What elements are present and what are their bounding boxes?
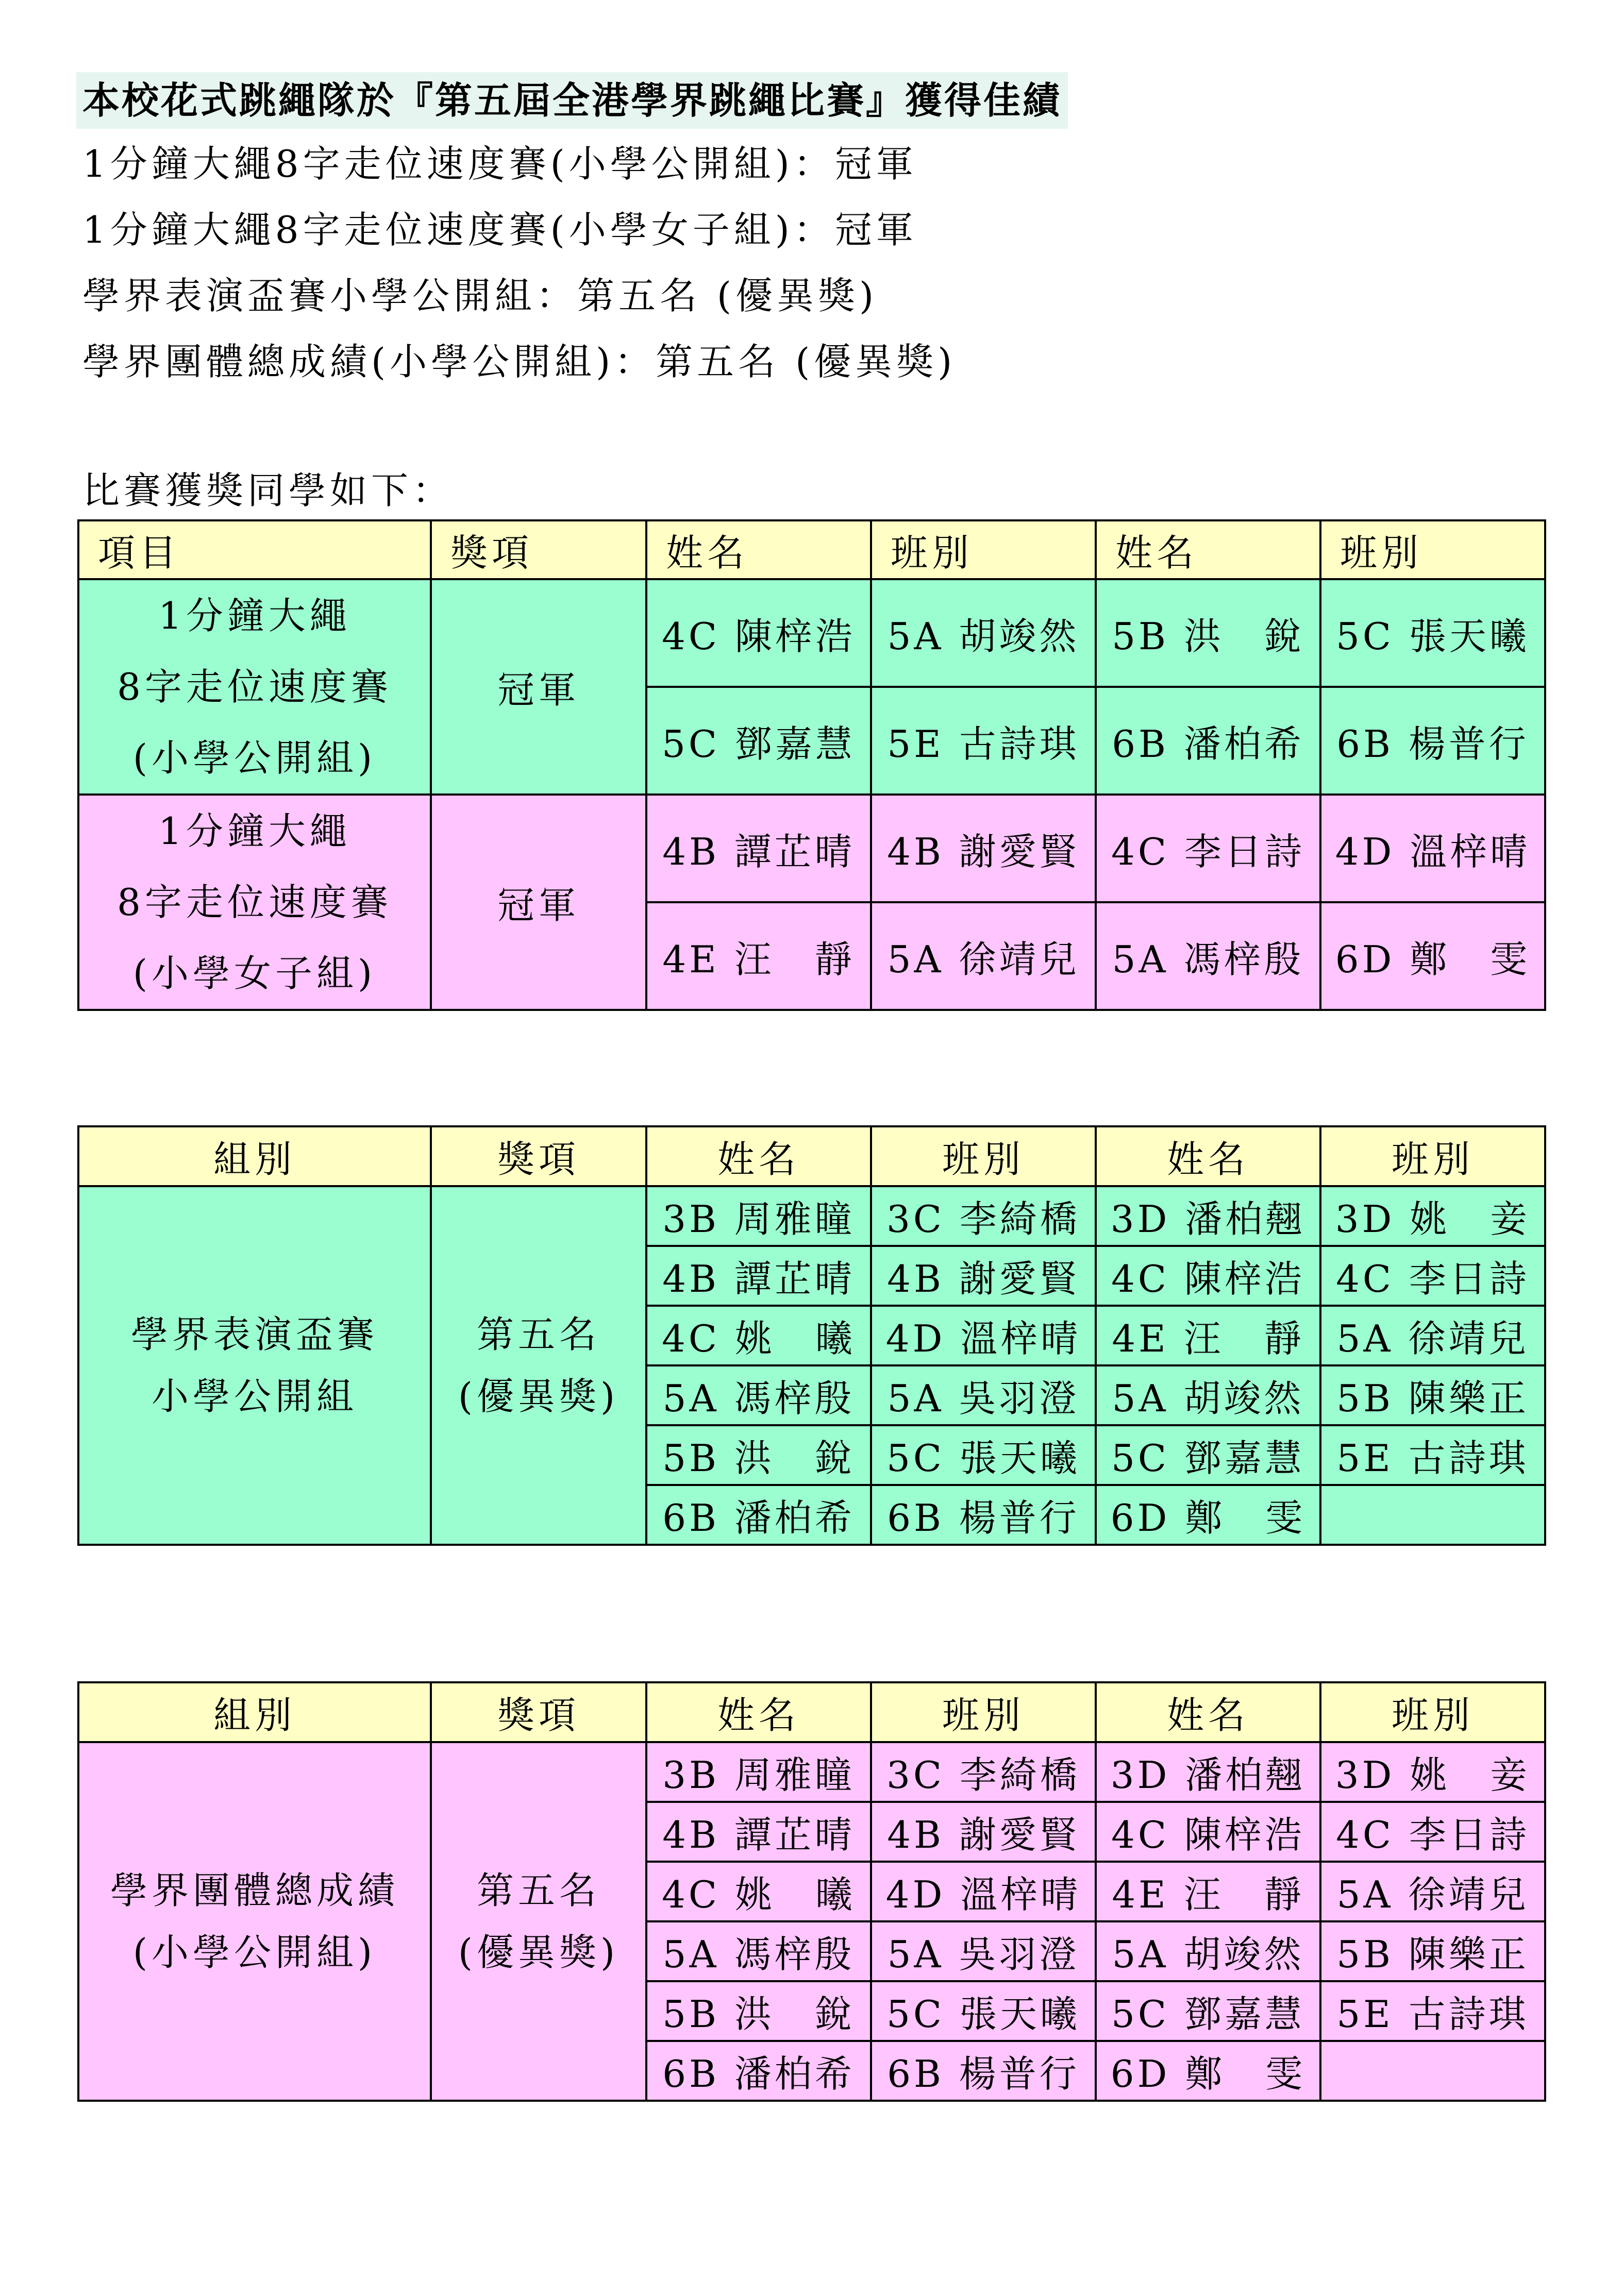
header-cell: 獎項 — [431, 520, 646, 579]
student-cell: 6B 楊普行 — [1320, 687, 1545, 795]
student-cell: 4E 汪 靜 — [1096, 1862, 1320, 1921]
student-cell: 3C 李綺橋 — [871, 1742, 1096, 1802]
header-cell: 姓名 — [1096, 520, 1320, 579]
event-line: 8字走位速度賽 — [117, 665, 392, 708]
student-cell: 5A 胡竣然 — [1096, 1365, 1320, 1425]
header-cell: 姓名 — [646, 520, 871, 579]
award-line: 第五名 — [476, 1869, 600, 1912]
header-cell: 姓名 — [1096, 1126, 1320, 1186]
event-line: 1分鐘大繩 — [158, 594, 351, 637]
student-cell: 4B 謝愛賢 — [871, 1246, 1096, 1306]
student-cell: 5A 馮梓殷 — [646, 1921, 871, 1981]
header-cell: 班別 — [1320, 1126, 1545, 1186]
event-line: (小學公開組) — [132, 1931, 377, 1974]
speed-event-table — [77, 519, 1546, 1011]
winners-intro: 比賽獲獎同學如下： — [82, 469, 454, 512]
student-cell: 5A 馮梓殷 — [646, 1365, 871, 1425]
table-row — [78, 579, 1545, 687]
student-cell: 5E 古詩琪 — [871, 687, 1096, 795]
event-line: 學界表演盃賽 — [130, 1313, 378, 1356]
student-cell: 4D 溫梓晴 — [871, 1862, 1096, 1921]
student-cell: 4C 李日詩 — [1320, 1802, 1545, 1862]
student-cell: 4D 溫梓晴 — [1320, 795, 1545, 902]
event-line: 1分鐘大繩 — [158, 809, 351, 853]
event-cell — [78, 1186, 431, 1545]
student-cell: 5B 洪 銳 — [646, 1425, 871, 1485]
event-cell — [78, 795, 431, 1010]
student-cell: 4C 李日詩 — [1096, 795, 1320, 902]
award-line: (優異獎) — [458, 1375, 620, 1418]
event-line: (小學女子組) — [132, 952, 377, 995]
table-row — [78, 795, 1545, 902]
student-cell: 4B 謝愛賢 — [871, 1802, 1096, 1862]
student-cell: 6D 鄭 雯 — [1096, 1485, 1320, 1545]
result-line: 學界表演盃賽小學公開組：第五名 (優異獎) — [82, 274, 878, 317]
student-cell: 6B 潘柏希 — [1096, 687, 1320, 795]
student-cell: 5C 張天曦 — [871, 1981, 1096, 2041]
student-cell: 3B 周雅瞳 — [646, 1742, 871, 1802]
student-cell — [1320, 1485, 1545, 1545]
header-cell: 姓名 — [646, 1126, 871, 1186]
student-cell: 4C 姚 曦 — [646, 1862, 871, 1921]
student-cell: 5A 胡竣然 — [1096, 1921, 1320, 1981]
student-cell: 4C 陳梓浩 — [1096, 1802, 1320, 1862]
student-cell: 5A 吳羽澄 — [871, 1921, 1096, 1981]
student-cell: 3D 潘柏翹 — [1096, 1186, 1320, 1246]
event-line: (小學公開組) — [132, 736, 377, 780]
document-title: 本校花式跳繩隊於『第五屆全港學界跳繩比賽』獲得佳績 — [76, 72, 1068, 129]
student-cell: 6B 潘柏希 — [646, 1485, 871, 1545]
student-cell: 6D 鄭 雯 — [1320, 902, 1545, 1010]
table-row — [78, 1742, 1545, 1802]
header-cell: 班別 — [1320, 1682, 1545, 1742]
table-row — [78, 1186, 1545, 1246]
student-cell: 3D 潘柏翹 — [1096, 1742, 1320, 1802]
student-cell: 5C 張天曦 — [1320, 579, 1545, 687]
award-cell — [431, 1742, 646, 2101]
student-cell: 5C 鄧嘉慧 — [1096, 1425, 1320, 1485]
table-header-row — [78, 1126, 1545, 1186]
student-cell: 5A 徐靖兒 — [1320, 1306, 1545, 1365]
student-cell: 5C 鄧嘉慧 — [1096, 1981, 1320, 2041]
team-overall-table — [77, 1681, 1546, 2102]
student-cell: 5C 張天曦 — [871, 1425, 1096, 1485]
student-cell: 4C 陳梓浩 — [1096, 1246, 1320, 1306]
award-cell: 冠軍 — [431, 795, 646, 1010]
student-cell: 5A 吳羽澄 — [871, 1365, 1096, 1425]
student-cell: 4D 溫梓晴 — [871, 1306, 1096, 1365]
table-header-row — [78, 1682, 1545, 1742]
student-cell: 5A 胡竣然 — [871, 579, 1096, 687]
header-cell: 姓名 — [646, 1682, 871, 1742]
student-cell: 5A 馮梓殷 — [1096, 902, 1320, 1010]
student-cell: 4B 譚芷晴 — [646, 1802, 871, 1862]
student-cell: 5E 古詩琪 — [1320, 1981, 1545, 2041]
student-cell: 4C 陳梓浩 — [646, 579, 871, 687]
student-cell: 6B 楊普行 — [871, 2041, 1096, 2101]
event-line: 小學公開組 — [151, 1375, 358, 1418]
header-cell: 班別 — [871, 1126, 1096, 1186]
student-cell: 3B 周雅瞳 — [646, 1186, 871, 1246]
performance-cup-table — [77, 1125, 1546, 1546]
student-cell: 5A 徐靖兒 — [871, 902, 1096, 1010]
result-line: 1分鐘大繩8字走位速度賽(小學公開組)：冠軍 — [82, 142, 917, 185]
student-cell — [1320, 2041, 1545, 2101]
student-cell: 4B 譚芷晴 — [646, 795, 871, 902]
student-cell: 3D 姚 妾 — [1320, 1742, 1545, 1802]
award-cell: 冠軍 — [431, 579, 646, 795]
header-cell: 組別 — [78, 1126, 431, 1186]
student-cell: 4B 譚芷晴 — [646, 1246, 871, 1306]
student-cell: 4C 姚 曦 — [646, 1306, 871, 1365]
student-cell: 6D 鄭 雯 — [1096, 2041, 1320, 2101]
student-cell: 5B 洪 銳 — [1096, 579, 1320, 687]
student-cell: 6B 潘柏希 — [646, 2041, 871, 2101]
result-line: 學界團體總成績(小學公開組)：第五名 (優異獎) — [82, 340, 957, 383]
award-line: (優異獎) — [458, 1931, 620, 1974]
student-cell: 4C 李日詩 — [1320, 1246, 1545, 1306]
event-line: 8字走位速度賽 — [117, 881, 392, 924]
student-cell: 5B 陳樂正 — [1320, 1365, 1545, 1425]
student-cell: 4B 謝愛賢 — [871, 795, 1096, 902]
event-cell — [78, 1742, 431, 2101]
award-line: 第五名 — [476, 1313, 600, 1356]
header-cell: 獎項 — [431, 1682, 646, 1742]
student-cell: 4E 汪 靜 — [646, 902, 871, 1010]
student-cell: 5A 徐靖兒 — [1320, 1862, 1545, 1921]
event-cell — [78, 579, 431, 795]
result-line: 1分鐘大繩8字走位速度賽(小學女子組)：冠軍 — [82, 208, 917, 251]
student-cell: 3C 李綺橋 — [871, 1186, 1096, 1246]
student-cell: 5B 陳樂正 — [1320, 1921, 1545, 1981]
header-cell: 姓名 — [1096, 1682, 1320, 1742]
student-cell: 4E 汪 靜 — [1096, 1306, 1320, 1365]
header-cell: 班別 — [871, 520, 1096, 579]
student-cell: 5B 洪 銳 — [646, 1981, 871, 2041]
student-cell: 3D 姚 妾 — [1320, 1186, 1545, 1246]
header-cell: 組別 — [78, 1682, 431, 1742]
event-line: 學界團體總成績 — [110, 1869, 399, 1912]
table-header-row — [78, 520, 1545, 579]
student-cell: 6B 楊普行 — [871, 1485, 1096, 1545]
header-cell: 班別 — [871, 1682, 1096, 1742]
award-cell — [431, 1186, 646, 1545]
student-cell: 5C 鄧嘉慧 — [646, 687, 871, 795]
student-cell: 5E 古詩琪 — [1320, 1425, 1545, 1485]
header-cell: 項目 — [78, 520, 431, 579]
header-cell: 班別 — [1320, 520, 1545, 579]
header-cell: 獎項 — [431, 1126, 646, 1186]
